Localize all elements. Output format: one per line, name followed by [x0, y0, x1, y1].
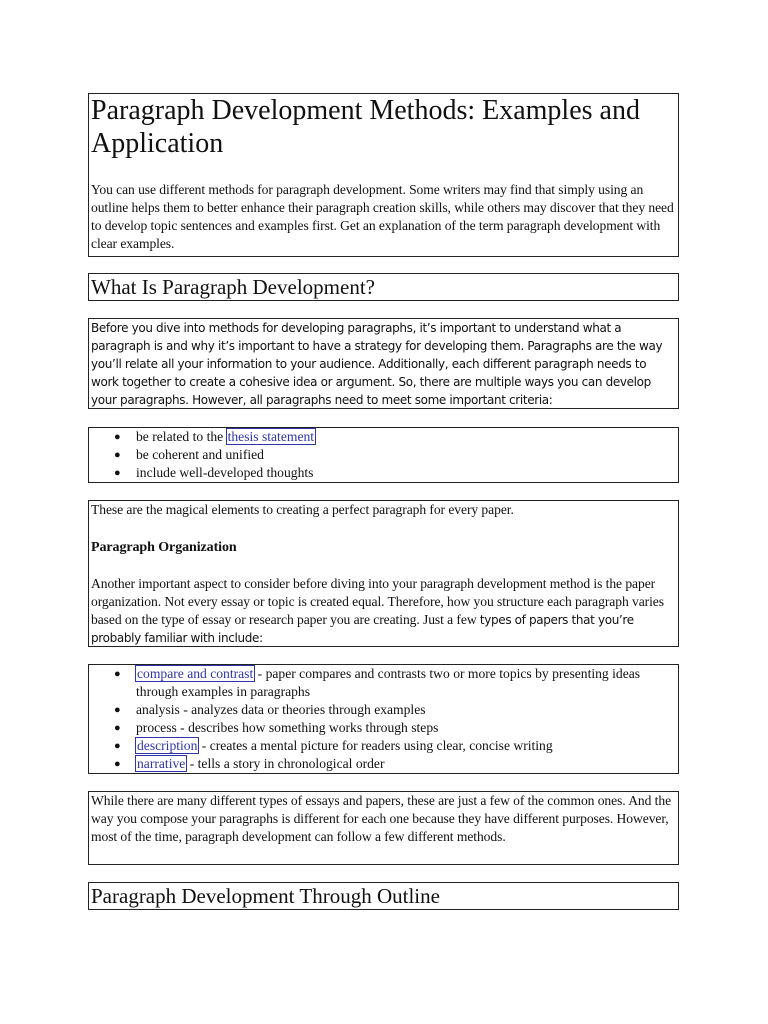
intro-paragraph: You can use different methods for paragraph development. Some writers may find that simply using an outline helps them to better enhance their paragraph creation skills, while others may discover that they need to develop topic sentences and examples first. Get an explanation of the term paragraph development with clear examples. — [91, 182, 674, 251]
list-item: ● compare and contrast - paper compares and contrasts two or more topics by presenting ideas through examples in paragraphs — [114, 666, 641, 699]
paragraph-organization-heading: Paragraph Organization — [91, 540, 237, 555]
page-title: Paragraph Development Methods: Examples and Application — [91, 95, 640, 159]
list-item: ● include well-developed thoughts — [114, 465, 314, 480]
list-item: ● analysis - analyzes data or theories through examples — [114, 702, 426, 717]
paper-types-list — [88, 664, 679, 774]
narrative-link[interactable]: narrative — [137, 756, 186, 771]
compare-contrast-link[interactable]: compare and contrast — [137, 666, 254, 681]
closing-block — [88, 791, 679, 865]
bullet-icon: ● — [114, 668, 121, 680]
bullet-icon: ● — [114, 740, 121, 752]
list-item: ● description - creates a mental picture for readers using clear, concise writing — [114, 738, 553, 753]
section-heading-what-is — [88, 273, 679, 301]
organization-paragraph: Another important aspect to consider before diving into your paragraph development method is the paper organization. Not every essay or topic is created equal. Therefore, how you structure each paragraph varies based on the type of essay or research paper you are creating. Just a few types of papers that you’re probably familiar with include: — [91, 576, 664, 645]
section-heading-outline — [88, 882, 679, 910]
list-item: ● be related to the thesis statement — [114, 429, 315, 444]
organization-paragraph-tail: types of papers that you’re probably familiar with include: — [91, 613, 634, 645]
definition-paragraph: Before you dive into methods for developing paragraphs, it’s important to understand what a paragraph is and why it’s important to have a strategy for developing them. Paragraphs are the way you’ll relate all your information to your audience. Additionally, each different paragraph needs to work together to create a cohesive idea or argument. So, there are multiple ways you can develop your paragraphs. However, all paragraphs need to meet some important criteria: — [91, 321, 663, 407]
criteria-list — [88, 427, 679, 483]
paragraph-block — [88, 318, 679, 409]
section-heading-text: What Is Paragraph Development? — [91, 275, 375, 299]
magical-elements-text: These are the magical elements to creating a perfect paragraph for every paper. — [91, 502, 514, 517]
thesis-statement-link[interactable]: thesis statement — [227, 429, 315, 444]
bullet-icon: ● — [114, 758, 121, 770]
bullet-icon: ● — [114, 467, 121, 479]
bullet-icon: ● — [114, 431, 121, 443]
list-item: ● process - describes how something works through steps — [114, 720, 439, 735]
bullet-icon: ● — [114, 722, 121, 734]
section-heading-text: Paragraph Development Through Outline — [91, 884, 440, 908]
bullet-icon: ● — [114, 449, 121, 461]
closing-paragraph: While there are many different types of essays and papers, these are just a few of the common ones. And the way you compose your paragraphs is different for each one because they have different purposes. However, most of the time, paragraph development can follow a few different methods. — [91, 793, 672, 844]
organization-block — [88, 500, 679, 647]
list-item: ● narrative - tells a story in chronological order — [114, 756, 385, 771]
list-item: ● be coherent and unified — [114, 447, 264, 462]
bullet-icon: ● — [114, 704, 121, 716]
title-block — [88, 93, 679, 257]
description-link[interactable]: description — [137, 738, 198, 753]
